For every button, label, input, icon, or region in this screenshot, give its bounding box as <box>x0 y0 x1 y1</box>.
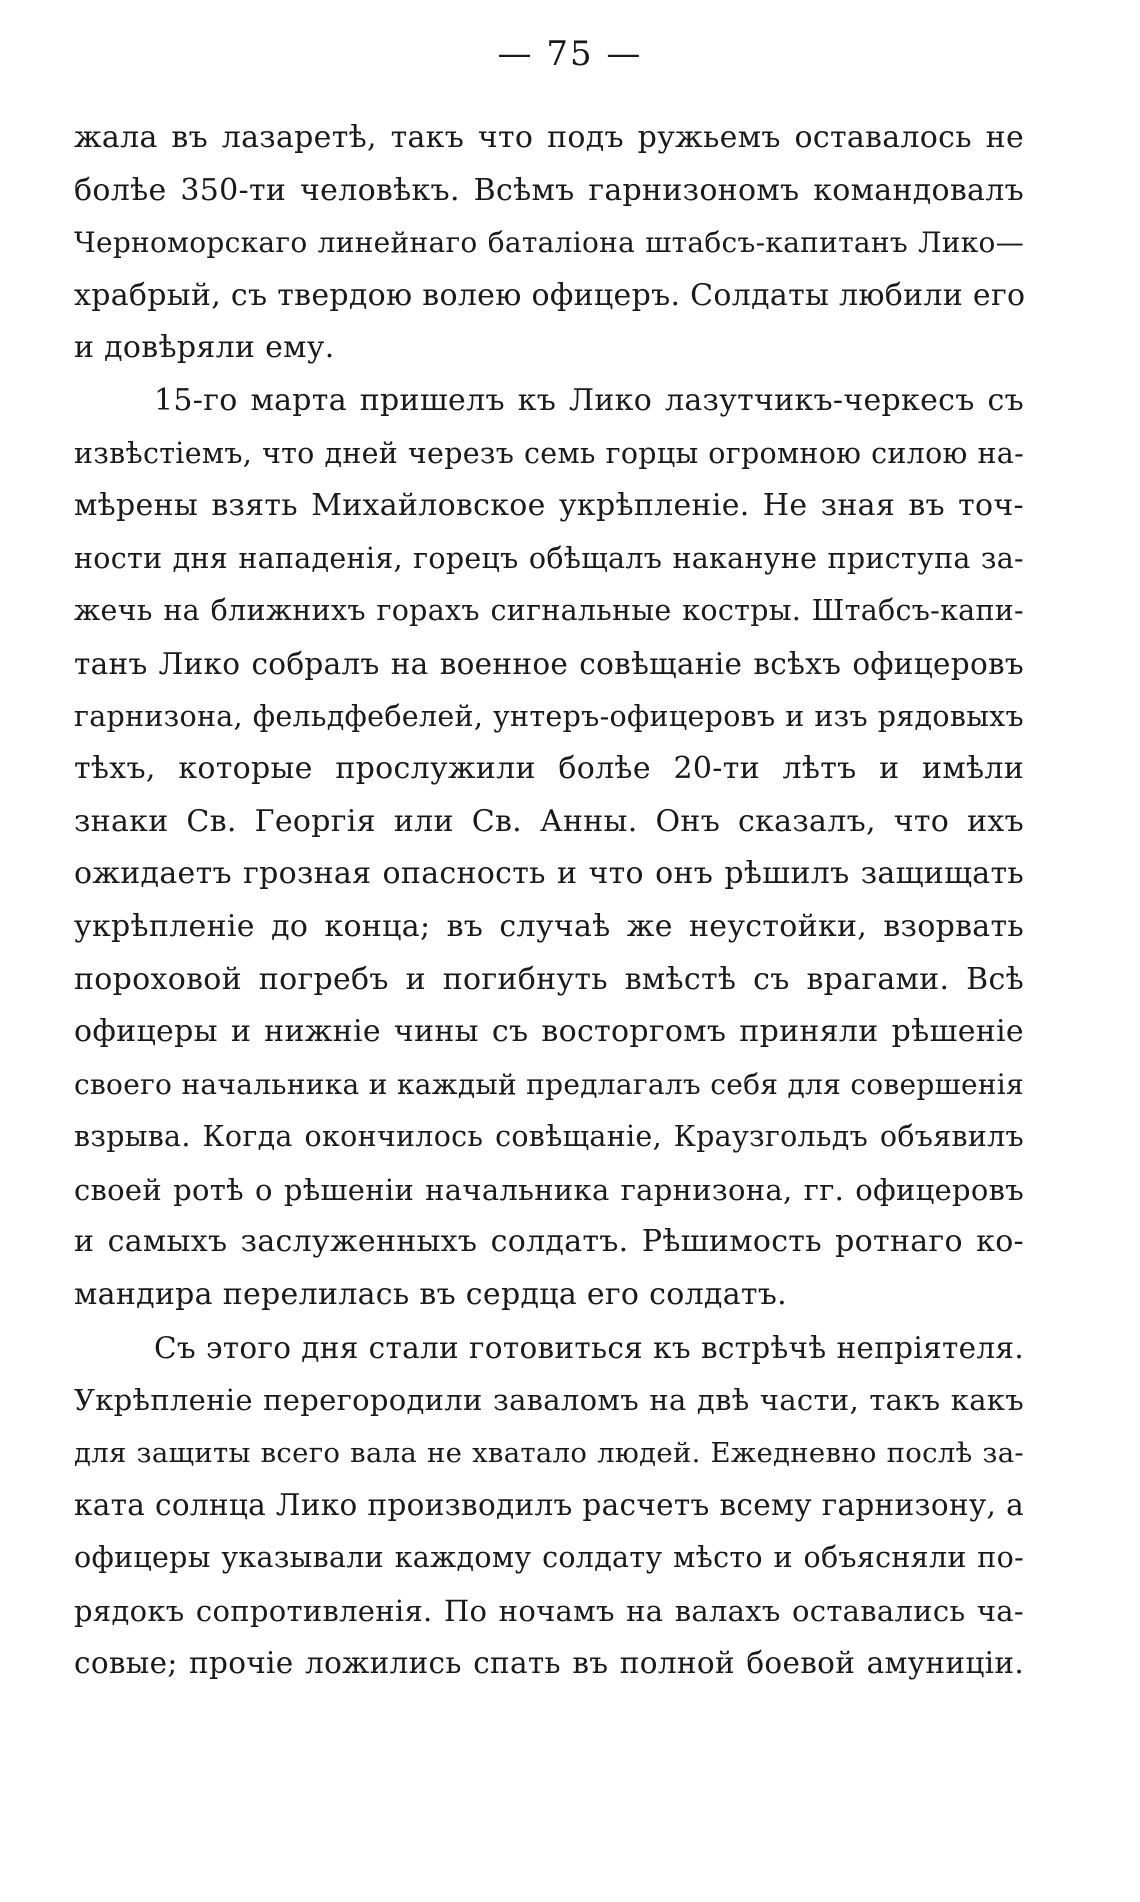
body-text <box>74 112 1024 1690</box>
text-line: рядокъ сопротивленія. По ночамъ на валахъ оставались ча- <box>74 1593 1024 1628</box>
text-line: офицеры указывали каждому солдату мѣсто и объясняли по- <box>74 1541 1024 1575</box>
paragraph <box>74 375 1024 1322</box>
text-line: и довѣряли ему. <box>74 330 335 366</box>
text-line: ности дня нападенія, горецъ обѣщалъ накануне приступа за- <box>74 541 1024 575</box>
page-number: — 75 — <box>497 34 643 74</box>
text-line: взрыва. Когда окончилось совѣщаніе, Краузгольдъ объявилъ <box>74 1120 1024 1154</box>
text-line: офицеры и нижніе чины съ восторгомъ приняли рѣшеніе <box>74 1014 1024 1050</box>
text-line: укрѣпленіе до конца; въ случаѣ же неустойки, взорвать <box>74 908 1024 944</box>
text-line: совые; прочіе ложились спать въ полной боевой амуниціи. <box>74 1646 1024 1681</box>
text-line: своего начальника и каждый предлагалъ себя для совершенія <box>74 1067 1024 1101</box>
text-line: тѣхъ, которые прослужили болѣе 20-ти лѣтъ и имѣли <box>74 751 1024 787</box>
text-line: храбрый, съ твердою волею офицеръ. Солдаты любили его <box>74 277 1026 313</box>
text-line: ожидаетъ грозная опасность и что онъ рѣшилъ защищать <box>74 856 1024 892</box>
text-line: мѣрены взять Михайловское укрѣпленіе. Не зная въ точ- <box>74 488 1024 524</box>
text-line: танъ Лико собралъ на военное совѣщаніе всѣхъ офицеровъ <box>74 646 1024 681</box>
text-line: мандира перелилась въ сердца его солдатъ. <box>74 1277 788 1313</box>
text-line: и самыхъ заслуженныхъ солдатъ. Рѣшимость ротнаго ко- <box>74 1224 1024 1260</box>
text-line: извѣстіемъ, что дней черезъ семь горцы огромною силою на- <box>74 436 1024 470</box>
text-line: для защиты всего вала не хватало людей. Ежедневно послѣ за- <box>74 1436 1024 1469</box>
text-line: жечь на ближнихъ горахъ сигнальные костры. Штабсъ-капи- <box>74 594 1024 628</box>
text-line: Черноморскаго линейнаго баталіона штабсъ-капитанъ Лико— <box>74 226 1024 260</box>
text-line: пороховой погребъ и погибнуть вмѣстѣ съ врагами. Всѣ <box>74 961 1024 997</box>
text-line: своей ротѣ о рѣшеніи начальника гарнизона, гг. офицеровъ <box>74 1172 1024 1207</box>
text-line: жала въ лазаретѣ, такъ что подъ ружьемъ оставалось не <box>74 120 1024 155</box>
text-line: гарнизона, фельдфебелей, унтеръ-офицеровъ и изъ рядовыхъ <box>74 699 1024 733</box>
text-line: ката солнца Лико производилъ расчетъ всему гарнизону, а <box>74 1488 1024 1523</box>
text-line: знаки Св. Георгія или Св. Анны. Онъ сказалъ, что ихъ <box>74 803 1024 839</box>
text-line: 15-го марта пришелъ къ Лико лазутчикъ-черкесъ съ <box>154 382 1024 418</box>
text-line: болѣе 350-ти человѣкъ. Всѣмъ гарнизономъ командовалъ <box>74 172 1024 208</box>
text-line: Укрѣпленіе перегородили заваломъ на двѣ части, такъ какъ <box>74 1383 1024 1418</box>
paragraph <box>74 1322 1024 1690</box>
text-line: Съ этого дня стали готовиться къ встрѣчѣ непріятеля. <box>154 1330 1024 1365</box>
paragraph <box>74 112 1024 375</box>
